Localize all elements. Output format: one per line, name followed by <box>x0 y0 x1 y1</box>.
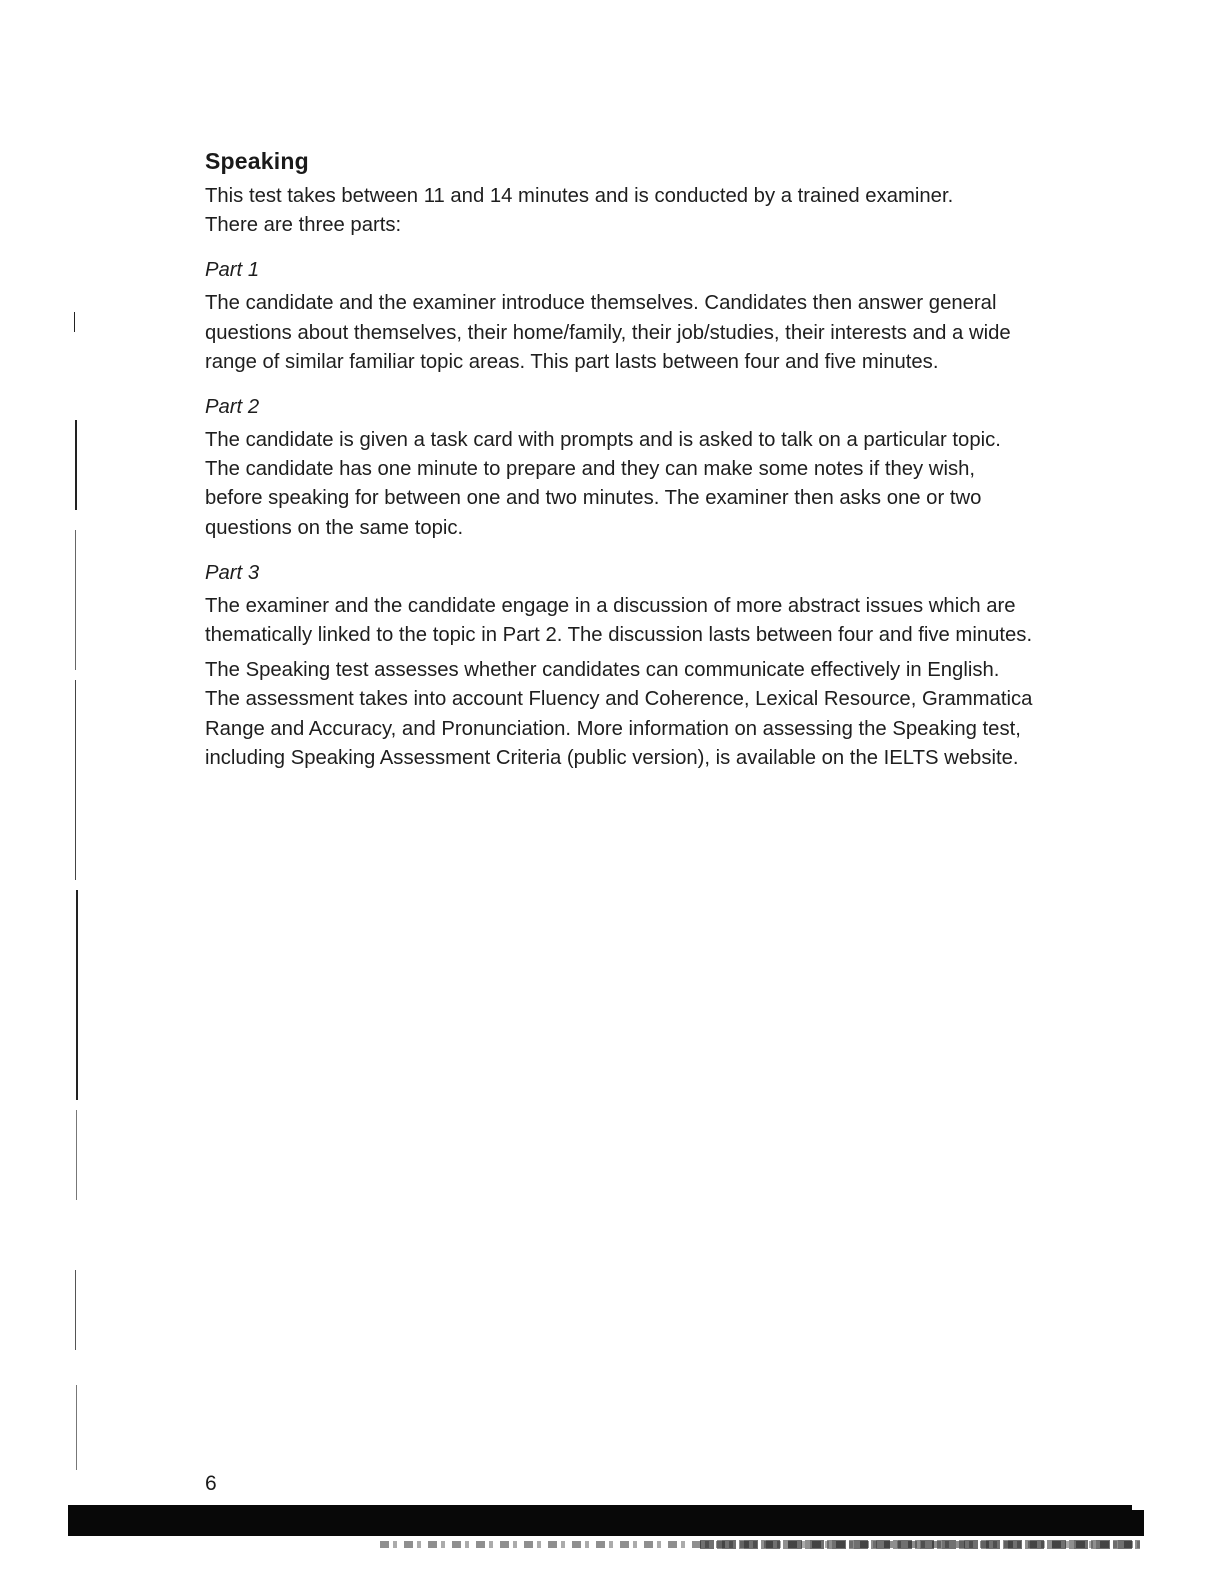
part-2-block <box>205 393 1195 543</box>
part-2-line: The candidate has one minute to prepare and they can make some notes if they wish, <box>205 458 976 481</box>
part-1-line: questions about themselves, their home/family, their job/studies, their interests and a wide <box>205 321 1011 344</box>
assessment-paragraph <box>205 656 1195 773</box>
scan-binding-line <box>75 1270 76 1350</box>
scan-binding-line <box>76 890 78 1100</box>
intro-line: There are three parts: <box>205 214 402 237</box>
part-1-block <box>205 256 1195 377</box>
intro-line: This test takes between 11 and 14 minutes and is conducted by a trained examiner. <box>205 185 954 207</box>
part-3-block <box>205 559 1195 650</box>
scan-noise <box>700 1540 1140 1549</box>
assessment-line: Range and Accuracy, and Pronunciation. More information on assessing the Speaking test, <box>205 717 1021 740</box>
part-2-line: before speaking for between one and two minutes. The examiner then asks one or two <box>205 487 982 510</box>
part-3-line: The examiner and the candidate engage in a discussion of more abstract issues which are <box>205 594 1016 617</box>
page-content <box>205 146 1195 773</box>
footer-bar <box>68 1505 1132 1536</box>
part-3-title: Part 3 <box>205 561 260 584</box>
scan-binding-line <box>75 420 77 510</box>
scan-binding-line <box>76 1385 77 1470</box>
assessment-line: The assessment takes into account Fluency and Coherence, Lexical Resource, Grammatica <box>205 688 1033 711</box>
section-heading: Speaking <box>205 148 309 174</box>
assessment-line: including Speaking Assessment Criteria (public version), is available on the IELTS website. <box>205 746 1019 769</box>
page-number: 6 <box>205 1472 217 1495</box>
part-1-line: The candidate and the examiner introduce themselves. Candidates then answer general <box>205 292 997 315</box>
part-2-title: Part 2 <box>205 396 260 419</box>
scan-binding-line <box>75 680 76 880</box>
part-1-title: Part 1 <box>205 259 260 282</box>
part-3-line: thematically linked to the topic in Part 2. The discussion lasts between four and five minutes. <box>205 624 1033 647</box>
footer-bar-tail <box>1132 1510 1144 1536</box>
part-1-line: range of similar familiar topic areas. This part lasts between four and five minutes. <box>205 350 939 373</box>
scan-binding-line <box>76 1110 77 1200</box>
intro-paragraph <box>205 182 1195 240</box>
part-2-line: questions on the same topic. <box>205 516 464 539</box>
scan-binding-line <box>74 312 75 332</box>
scan-binding-line <box>75 530 76 670</box>
assessment-line: The Speaking test assesses whether candidates can communicate effectively in English. <box>205 659 1000 682</box>
part-2-line: The candidate is given a task card with prompts and is asked to talk on a particular topic. <box>205 429 1001 452</box>
